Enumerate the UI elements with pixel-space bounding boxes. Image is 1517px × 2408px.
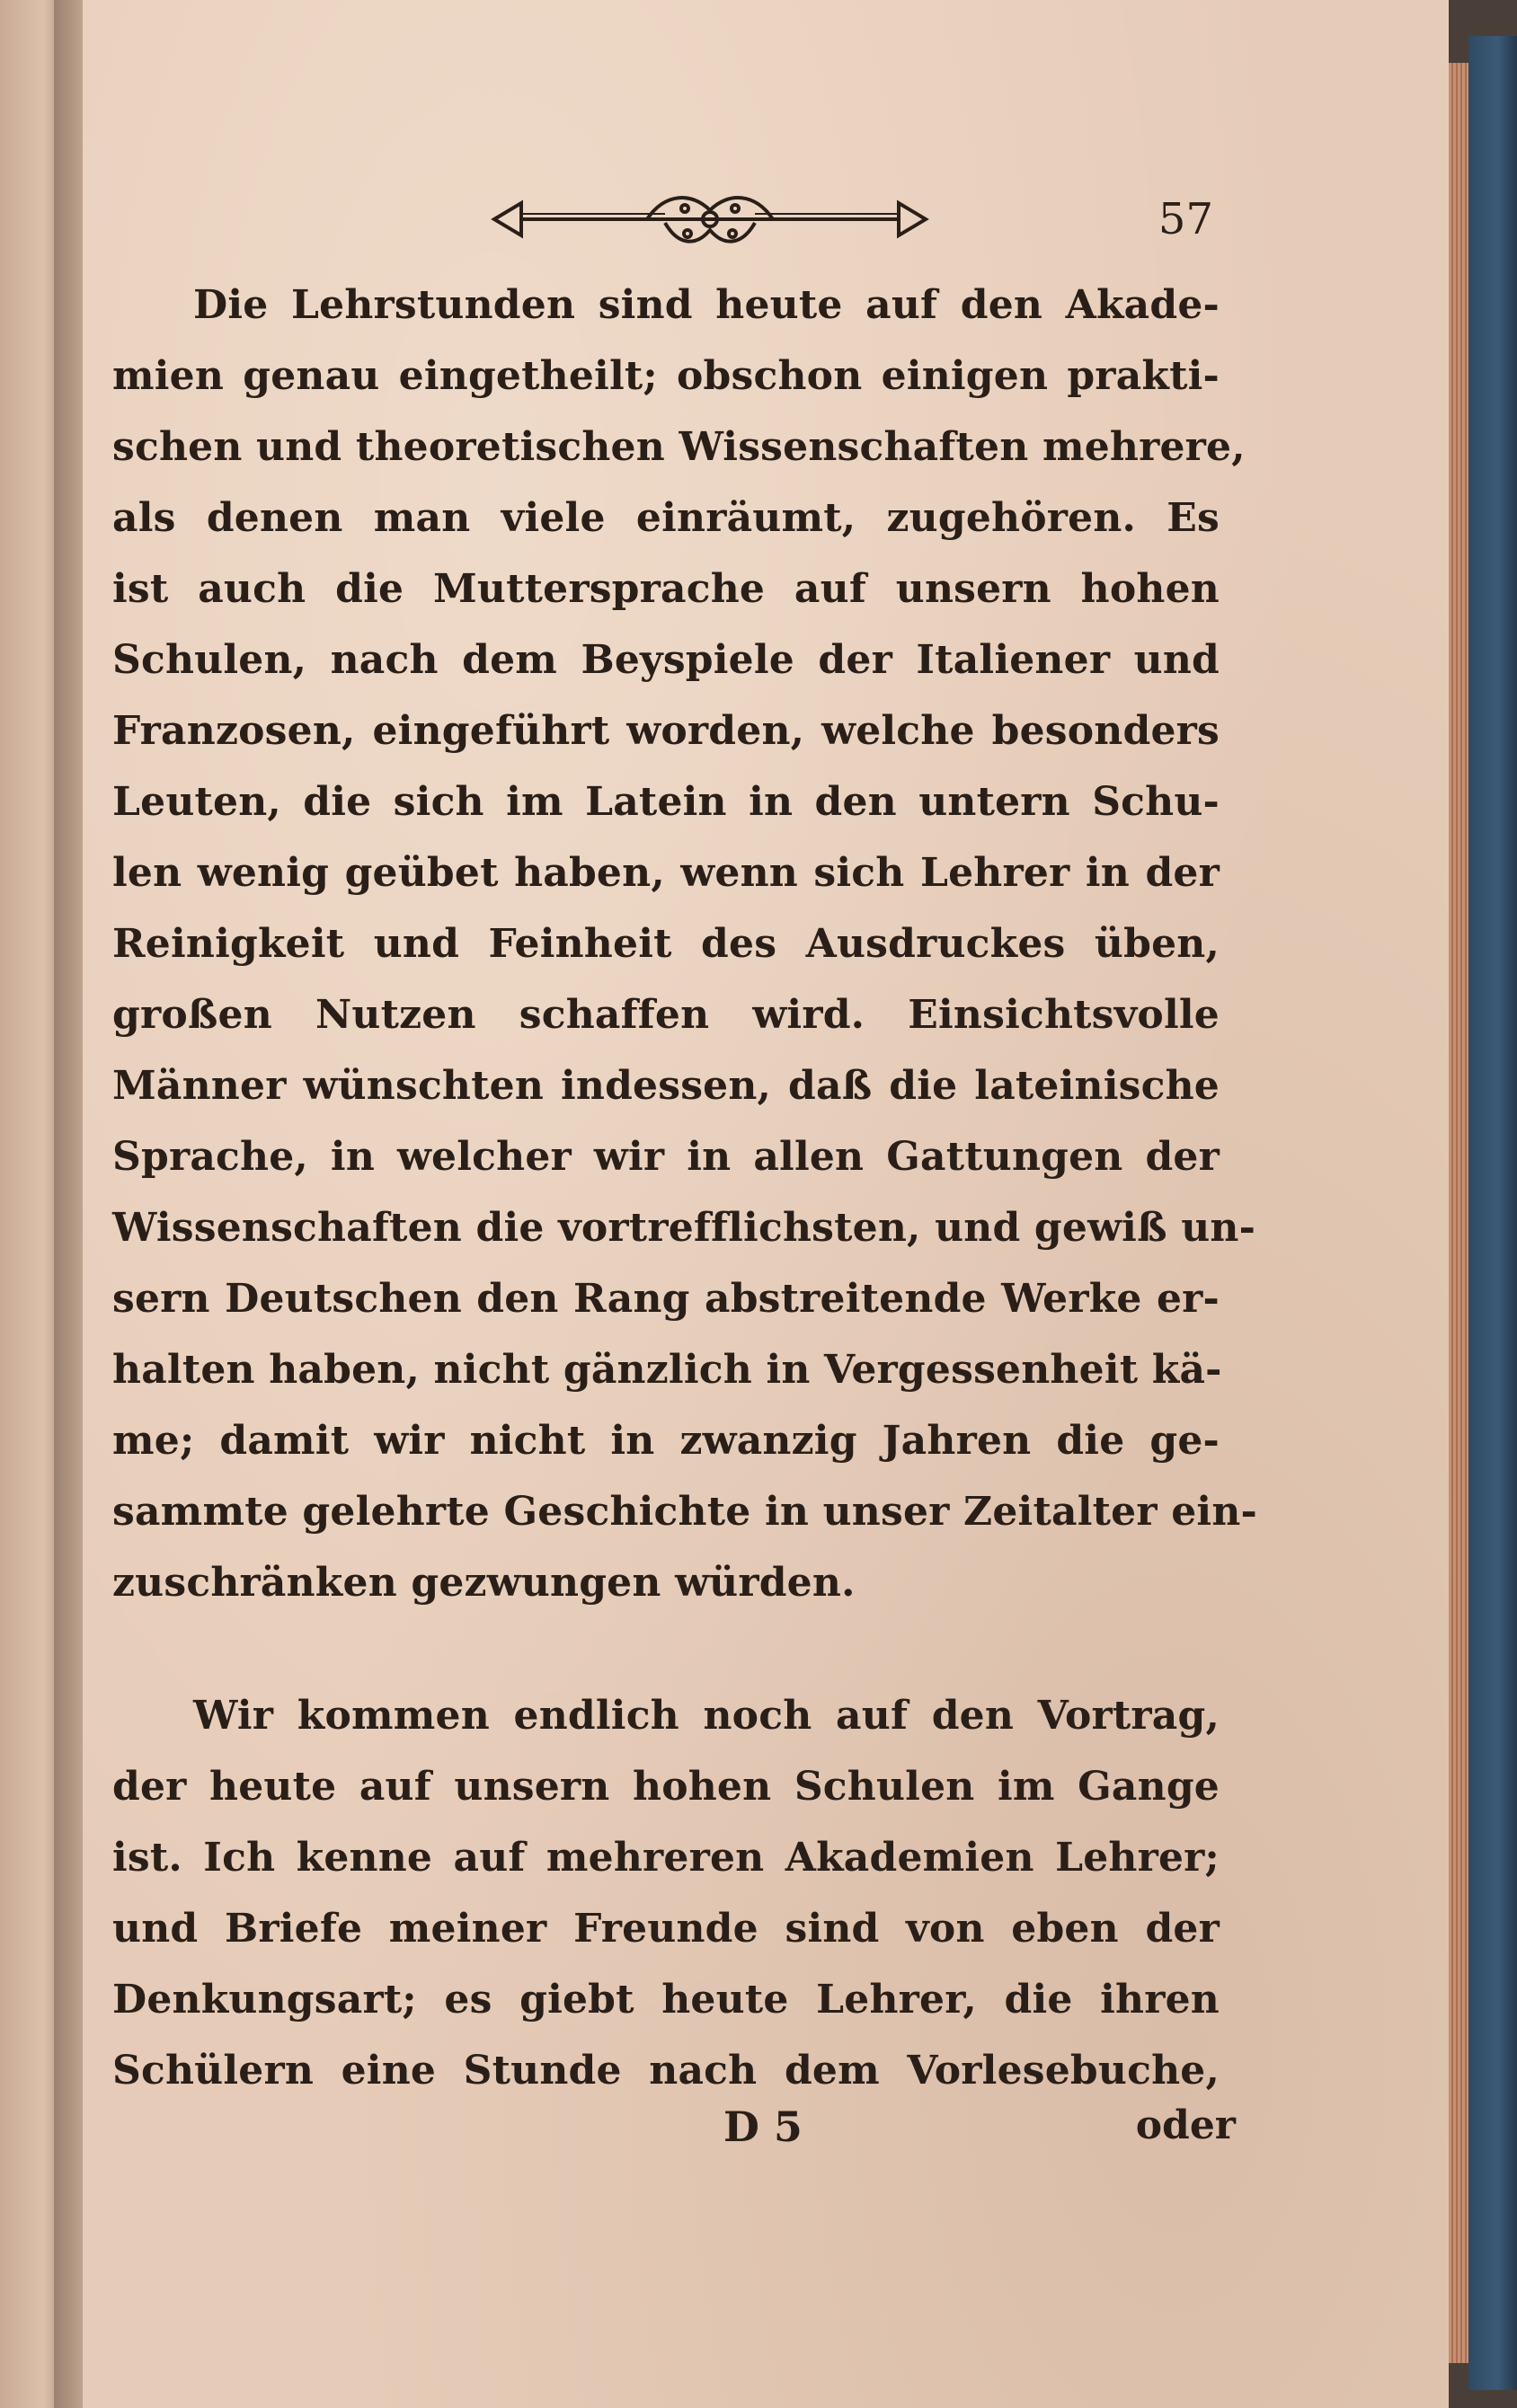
text-line: zuschränken gezwungen würden. bbox=[112, 1560, 856, 1606]
text-line: als denen man viele einräumt, zugehören. Es bbox=[112, 495, 1220, 541]
paragraph-1 bbox=[112, 270, 1257, 1618]
text-line: Denkungsart; es giebt heute Lehrer, die ihren bbox=[112, 1977, 1220, 2023]
text-line: ist auch die Muttersprache auf unsern hohen bbox=[112, 566, 1220, 612]
text-line: Sprache, in welcher wir in allen Gattungen der bbox=[112, 1134, 1220, 1180]
page-edges bbox=[1449, 63, 1468, 2363]
catchword: oder bbox=[1135, 2103, 1236, 2148]
text-line: Schulen, nach dem Beyspiele der Italiener und bbox=[112, 637, 1220, 683]
page-header bbox=[386, 180, 1213, 261]
text-line: der heute auf unsern hohen Schulen im Gange bbox=[112, 1764, 1220, 1810]
signature-mark: D 5 bbox=[723, 2103, 803, 2151]
text-line: me; damit wir nicht in zwanzig Jahren die ge- bbox=[112, 1418, 1220, 1464]
text-line: mien genau eingetheilt; obschon einigen prakti- bbox=[112, 353, 1220, 399]
text-line: Schülern eine Stunde nach dem Vorlesebuche, bbox=[112, 2048, 1220, 2094]
page-number: 57 bbox=[1158, 194, 1213, 244]
headpiece-ornament-icon bbox=[485, 183, 935, 255]
text-line: großen Nutzen schaffen wird. Einsichtsvolle bbox=[112, 992, 1220, 1038]
text-line: Franzosen, eingeführt worden, welche besonders bbox=[112, 708, 1220, 754]
text-line: Die Lehrstunden sind heute auf den Akade- bbox=[193, 282, 1220, 328]
text-line: sammte gelehrte Geschichte in unser Zeitalter ein- bbox=[112, 1489, 1257, 1535]
text-line: und Briefe meiner Freunde sind von eben der bbox=[112, 1906, 1220, 1952]
text-line: schen und theoretischen Wissenschaften mehrere, bbox=[112, 424, 1246, 470]
text-line: len wenig geübet haben, wenn sich Lehrer in der bbox=[112, 850, 1220, 896]
paragraph-2 bbox=[112, 1680, 1220, 2106]
text-line: halten haben, nicht gänzlich in Vergessenheit kä- bbox=[112, 1347, 1222, 1393]
text-line: Wissenschaften die vortrefflichsten, und gewiß un- bbox=[112, 1205, 1256, 1251]
book-cover-edge bbox=[1468, 36, 1517, 2390]
text-line: Leuten, die sich im Latein in den untern Schu- bbox=[112, 779, 1220, 825]
page-footer bbox=[112, 2103, 1236, 2174]
text-line: Wir kommen endlich noch auf den Vortrag, bbox=[193, 1693, 1220, 1739]
text-line: Männer wünschten indessen, daß die lateinische bbox=[112, 1063, 1220, 1109]
text-line: Reinigkeit und Feinheit des Ausdruckes üben, bbox=[112, 921, 1220, 967]
text-line: ist. Ich kenne auf mehreren Akademien Lehrer; bbox=[112, 1835, 1220, 1881]
text-line: sern Deutschen den Rang abstreitende Werke er- bbox=[112, 1276, 1220, 1322]
